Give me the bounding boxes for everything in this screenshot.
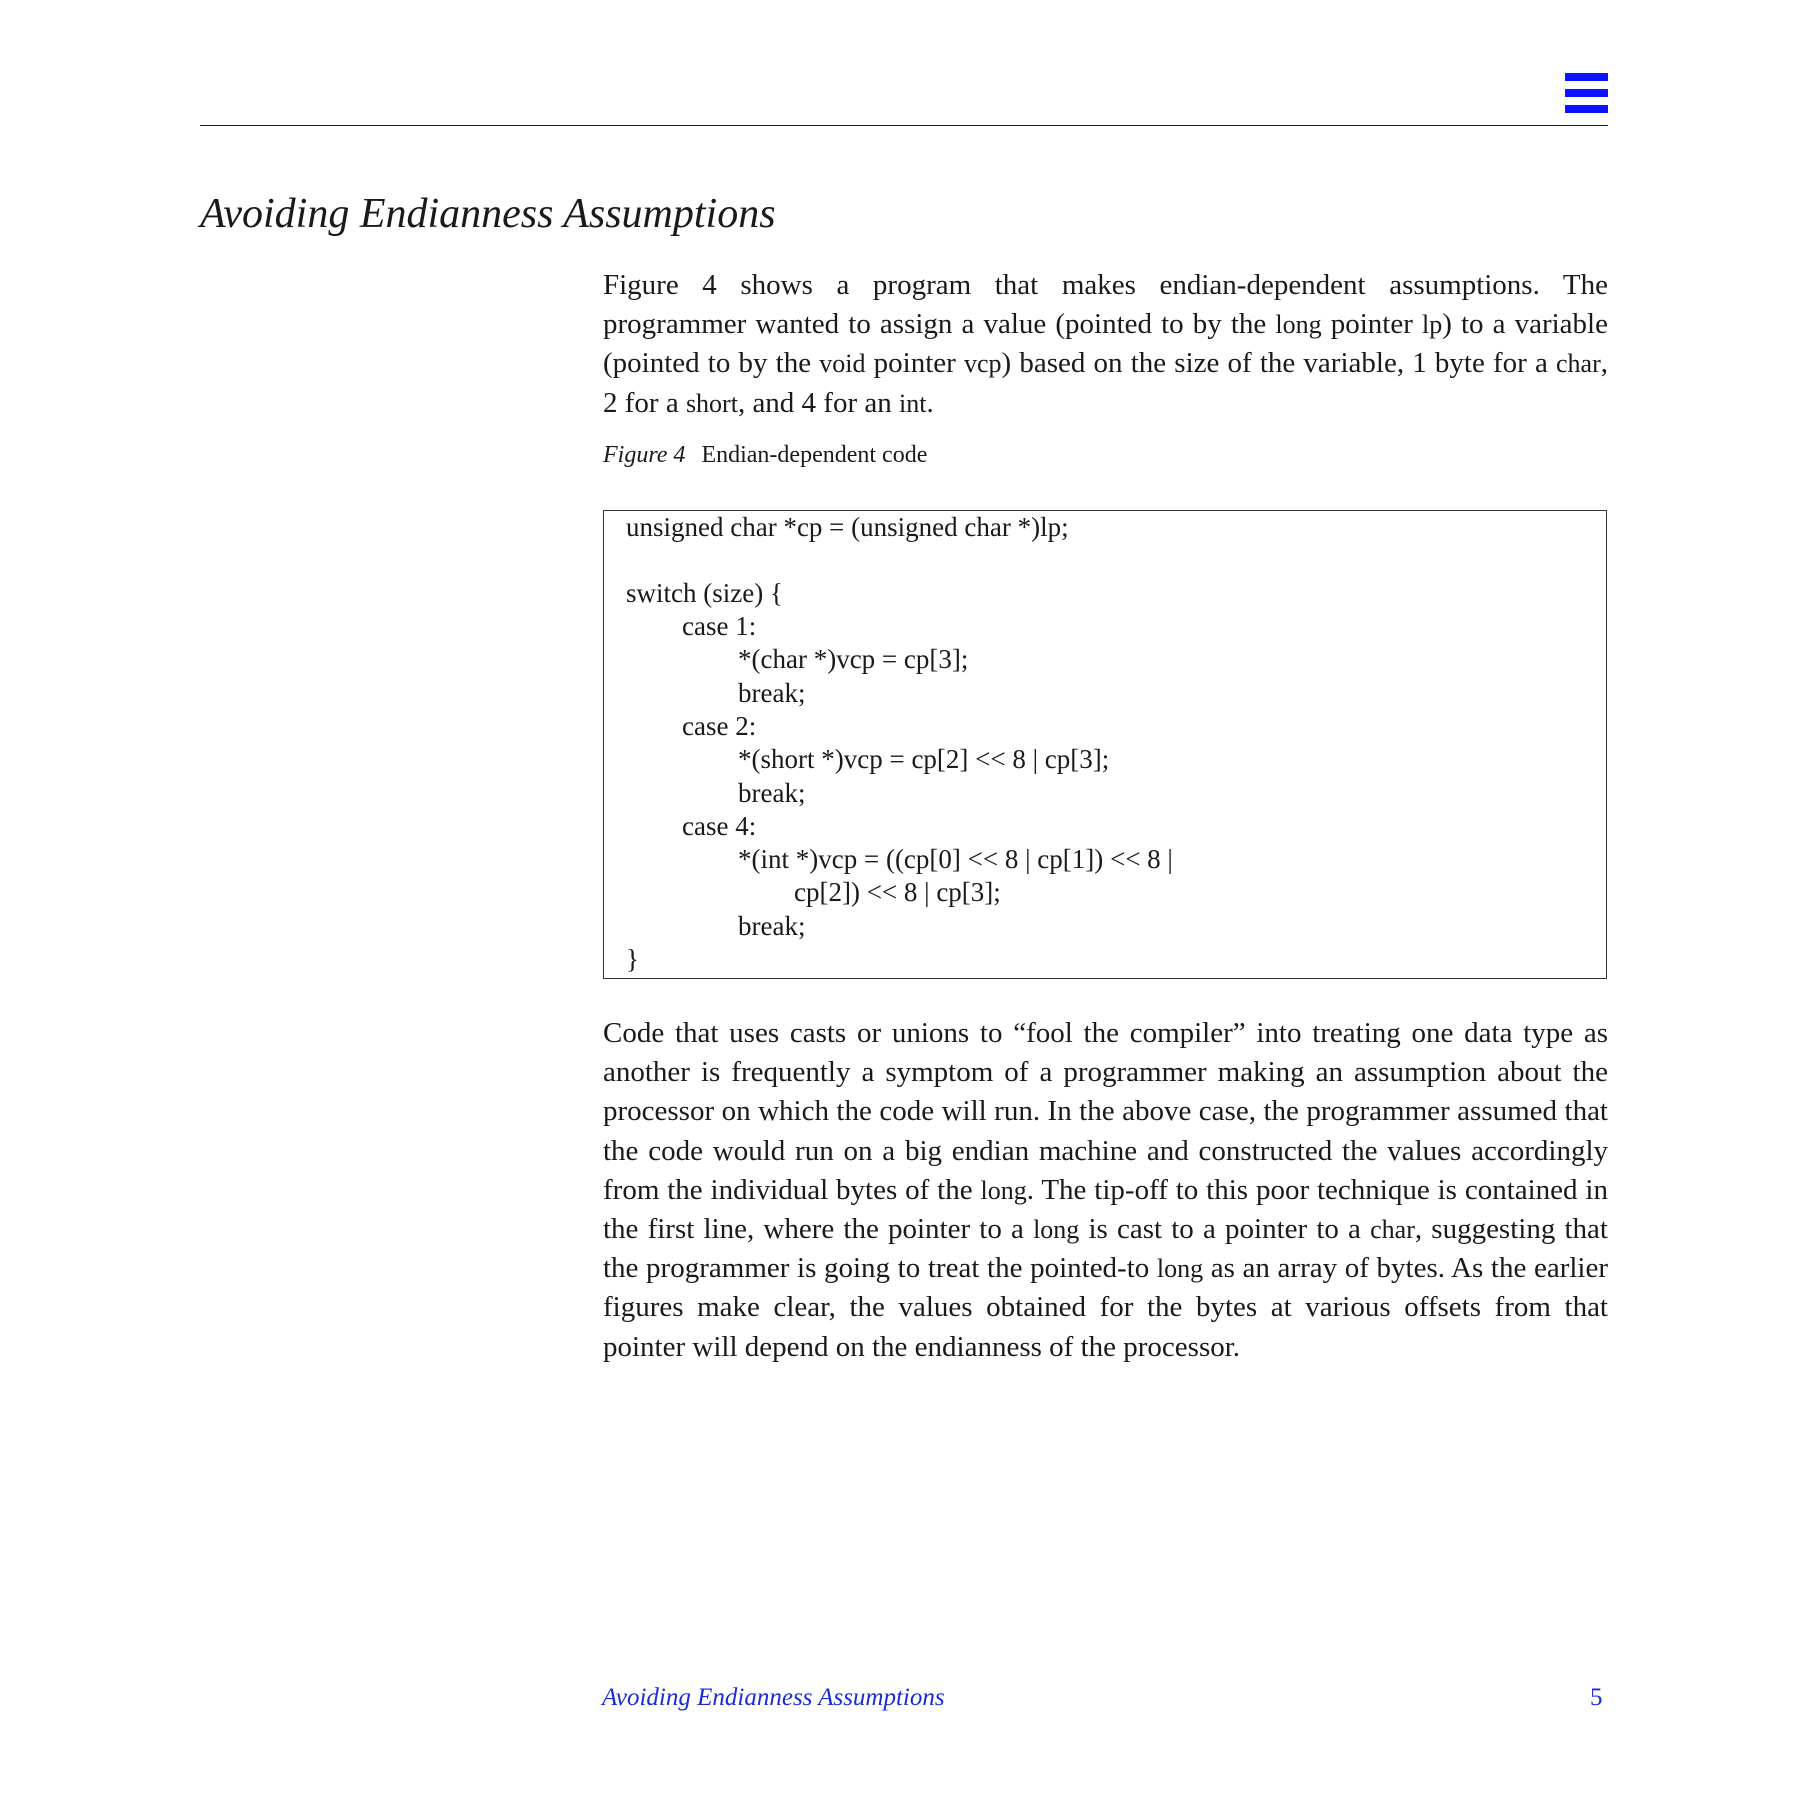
figure-label: Figure 4 [603, 442, 686, 468]
figure-caption [603, 440, 927, 470]
code-term: vcp [963, 349, 1002, 379]
code-line: } [626, 944, 639, 974]
intro-paragraph: Figure 4 shows a program that makes endian-dependent assumptions. The programmer wanted to assign a value (pointed to by the long pointer lp) to a variable (pointed to by the void pointer vcp) based on the size of the variable, 1 byte for a char, 2 for a short, and 4 for an int. [603, 269, 1608, 419]
code-term: short [685, 388, 738, 418]
code-line: break; [738, 778, 806, 808]
code-term: long [1156, 1254, 1204, 1284]
section-heading: Avoiding Endianness Assumptions [200, 191, 776, 237]
code-term: int [899, 388, 927, 418]
code-line: unsigned char *cp = (unsigned char *)lp; [626, 512, 1069, 542]
code-term: lp [1421, 310, 1443, 340]
footer-running-title[interactable]: Avoiding Endianness Assumptions [602, 1684, 945, 1711]
code-line: switch (size) { [626, 578, 783, 608]
intro-paragraph-block [603, 266, 1608, 423]
code-term: long [980, 1175, 1027, 1205]
code-term: long [1275, 310, 1322, 340]
menu-bar-bottom [1565, 105, 1608, 113]
code-line: case 1: [682, 611, 757, 641]
discussion-paragraph: Code that uses casts or unions to “fool the compiler” into treating one data type as another is frequently a symptom of a programmer making an assumption about the processor on which the code will run. In the above case, the programmer assumed that the code would run on a big endian machine and constructed the values accordingly from the individual bytes of the long. The tip-off to this poor technique is contained in the first line, where the pointer to a long is cast to a pointer to a char, suggesting that the programmer is going to treat the pointed-to long as an array of bytes. As the earlier figures make clear, the values obtained for the bytes at various offsets from that pointer will depend on the endianness of the processor. [603, 1017, 1608, 1363]
menu-bar-top [1565, 73, 1608, 81]
code-line: break; [738, 911, 806, 941]
header-rule [200, 125, 1608, 126]
code-line: break; [738, 678, 806, 708]
code-line: case 2: [682, 711, 757, 741]
code-line: cp[2]) << 8 | cp[3]; [794, 877, 1001, 907]
code-term: char [1370, 1215, 1415, 1245]
page-number: 5 [1590, 1684, 1603, 1711]
code-line: case 4: [682, 811, 757, 841]
code-line: *(short *)vcp = cp[2] << 8 | cp[3]; [738, 744, 1110, 774]
hamburger-menu-icon[interactable] [1565, 73, 1608, 113]
discussion-paragraph-block [603, 1014, 1608, 1367]
figure-caption-text: Endian-dependent code [701, 442, 928, 468]
code-line: *(int *)vcp = ((cp[0] << 8 | cp[1]) << 8 | [738, 844, 1173, 874]
code-term: void [819, 349, 866, 379]
code-line: *(char *)vcp = cp[3]; [738, 644, 969, 674]
menu-bar-middle [1565, 89, 1608, 97]
code-term: char [1556, 349, 1601, 379]
code-term: long [1033, 1215, 1080, 1245]
code-listing [603, 510, 1607, 979]
